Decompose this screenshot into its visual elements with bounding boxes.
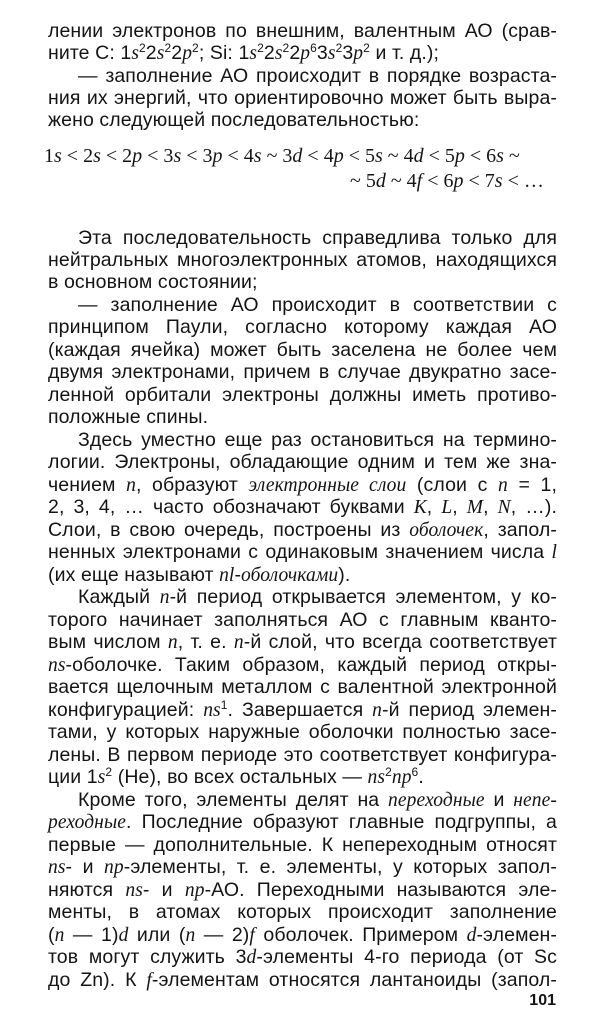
text-line: (n — 1)d или (n — 2)f оболочек. Примером d-элемен- (48, 924, 557, 946)
text-line: (каждая ячейка) может быть заселена не более чем (48, 339, 557, 361)
text-line: ните C: $1s^22s^22p^2$; Si: $1s^22s^22p^63s^23p^2$ и т. д.); (48, 41, 439, 64)
text-line: Эта последовательность справедлива только для (78, 227, 557, 249)
text-line: нейтральных многоэлектронных атомов, находящихся (48, 249, 557, 271)
text-line: тов могут служить 3d-элементы 4-го периода (от Sc (48, 946, 557, 968)
text-line: реходные. Последние образуют главные подгруппы, а (48, 811, 557, 833)
text-line: (их еще называют nl-оболочками). (48, 564, 351, 586)
text-line: жено следующей последовательностью: (48, 109, 420, 131)
text-line: первые — дополнительные. К непереходным относят (48, 834, 557, 856)
text-line: ns-оболочке. Таким образом, каждый период откры- (48, 654, 557, 676)
text-line: 2, 3, 4, … часто обозначают буквами K, L, M, N, …). (48, 496, 557, 518)
text-line: вается щелочным металлом с валентной электронной (48, 676, 557, 698)
text-line: ненных электронами с одинаковым значением числа l (48, 541, 557, 563)
text-line: ns- и np-элементы, т. е. элементы, у которых запол- (48, 856, 558, 878)
text-line: двумя электронами, причем в случае двукратно засе- (48, 361, 557, 383)
text-line: Здесь уместно еще раз остановиться на термино- (78, 429, 557, 451)
energy-sequence-line-2: ~ 5d ~ 4f < 6p < 7s < … (350, 170, 544, 192)
text-line: — заполнение АО происходит в порядке возраста- (78, 65, 557, 87)
text-line: Каждый n-й период открывается элементом, у ко- (78, 586, 558, 608)
text-line: Кроме того, элементы делят на переходные и непе- (78, 789, 557, 811)
text-line: вым числом n, т. е. n-й слой, что всегда соответствует (48, 631, 558, 653)
text-line: ции $1s^2$ (He), во всех остальных — $ns^2np^6$. (48, 765, 424, 788)
text-line: лении электронов по внешним, валентным АО (срав- (48, 20, 557, 42)
text-line: тами, у которых наружные оболочки полностью засе- (48, 721, 557, 743)
text-line: в основном состоянии; (48, 271, 258, 293)
text-line: до Zn). К f-элементам относятся лантаноиды (запол- (48, 969, 557, 991)
text-line: конфигурацией: $ns^1$. Завершается n-й период элемен- (48, 698, 557, 721)
text-line: логии. Электроны, обладающие одним и тем же зна- (48, 451, 557, 473)
text-line: принципом Паули, согласно которому каждая АО (48, 316, 557, 338)
text-line: няются ns- и np-АО. Переходными называются эле- (48, 879, 558, 901)
text-line: менты, в атомах которых происходит заполнение (48, 901, 557, 923)
text-line: положные спины. (48, 406, 209, 428)
text-line: чением n, образуют электронные слои (слои с n = 1, (48, 474, 557, 496)
text-line: — заполнение АО происходит в соответствии с (78, 294, 557, 316)
text-line: лены. В первом периоде это соответствует конфигура- (48, 744, 557, 766)
text-line: торого начинает заполняться АО с главным кванто- (48, 609, 557, 631)
text-line: ния их энергий, что ориентировочно может быть выра- (48, 87, 557, 109)
text-line: ленной орбитали электроны должны иметь противо- (48, 384, 557, 406)
energy-sequence-line-1: 1s < 2s < 2p < 3s < 3p < 4s ~ 3d < 4p < 5s ~ 4d < 5p < 6s ~ (44, 145, 520, 167)
text-line: Слои, в свою очередь, построены из оболочек, запол- (48, 519, 557, 541)
page-number: 101 (529, 992, 556, 1009)
